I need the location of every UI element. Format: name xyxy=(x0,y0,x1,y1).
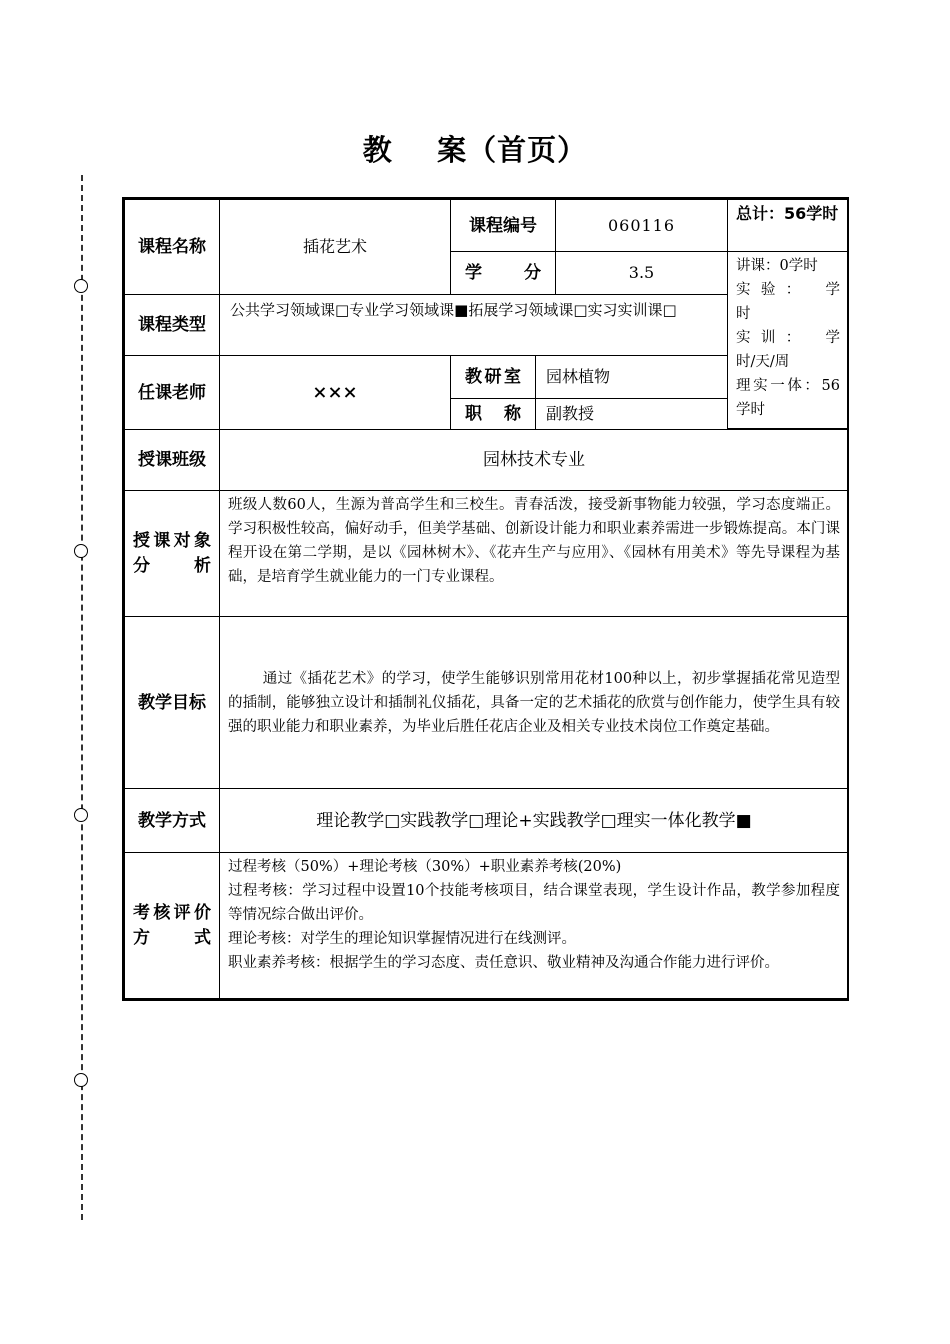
department-value: 园林植物 xyxy=(535,355,728,399)
job-title-value: 副教授 xyxy=(535,398,728,430)
teacher-value: ××× xyxy=(219,355,451,430)
method-label: 教学方式 xyxy=(124,788,220,853)
course-name-label: 课程名称 xyxy=(124,199,220,295)
integrated-hours-unit: 学时 xyxy=(736,402,765,418)
page-title: 教 案（首页） xyxy=(362,133,588,167)
course-code-label: 课程编号 xyxy=(450,199,556,252)
binding-hole-icon xyxy=(74,544,88,558)
course-type-value: 公共学习领域课□专业学习领域课■拓展学习领域课□实习实训课□ xyxy=(219,294,728,356)
assessment-summary: 过程考核（50%）+理论考核（30%）+职业素养考核(20%) xyxy=(228,859,622,875)
department-label: 教研室 xyxy=(450,355,536,399)
assessment-professional: 职业素养考核：根据学生的学习态度、责任意识、敬业精神及沟通合作能力进行评价。 xyxy=(228,955,779,971)
teacher-label: 任课老师 xyxy=(124,355,220,430)
binding-hole-icon xyxy=(74,279,88,293)
job-title-label: 职称 xyxy=(450,398,536,430)
credit-value: 3.5 xyxy=(555,251,728,295)
total-hours: 总计：56学时 xyxy=(727,199,849,252)
hours-breakdown xyxy=(727,251,849,429)
binding-hole-icon xyxy=(74,1073,88,1087)
assessment-label: 考核评价 方 式 xyxy=(124,852,220,999)
class-value: 园林技术专业 xyxy=(219,429,849,491)
lab-hours: 实验： 学 xyxy=(736,282,840,298)
teaching-method: 理论教学□实践教学□理论+实践教学□理实一体化教学■ xyxy=(219,788,849,853)
teaching-objective: 通过《插花艺术》的学习，使学生能够识别常用花材100种以上，初步掌握插花常见造型的插制，能够独立设计和插制礼仪插花，具备一定的艺术插花的欣赏与创作能力，使学生具有较强的职业能力和职业素养，为毕业后胜任花店企业及相关专业技术岗位工作奠定基础。 xyxy=(219,616,849,789)
course-code-value: 060116 xyxy=(555,199,728,252)
binding-margin-line xyxy=(81,175,83,1220)
binding-hole-icon xyxy=(74,808,88,822)
class-label: 授课班级 xyxy=(124,429,220,491)
lab-hours-unit: 时 xyxy=(736,306,751,322)
integrated-hours: 理实一体：56 xyxy=(736,378,840,394)
lesson-plan-table xyxy=(122,197,849,1001)
training-hours-unit: 时/天/周 xyxy=(736,354,790,370)
course-type-label: 课程类型 xyxy=(124,294,220,356)
course-name-value: 插花艺术 xyxy=(219,199,451,295)
assessment-method xyxy=(219,852,849,999)
audience-label: 授课对象 分 析 xyxy=(124,490,220,617)
lecture-hours: 讲课：0学时 xyxy=(736,258,818,274)
credit-label: 学 分 xyxy=(450,251,556,295)
training-hours: 实训： 学 xyxy=(736,330,840,346)
assessment-theory: 理论考核：对学生的理论知识掌握情况进行在线测评。 xyxy=(228,931,576,947)
audience-analysis: 班级人数60人，生源为普高学生和三校生。青春活泼，接受新事物能力较强，学习态度端正。学习积极性较高，偏好动手，但美学基础、创新设计能力和职业素养需进一步锻炼提高。本门课程开设在第二学期，是以《园林树木》、《花卉生产与应用》、《园林有用美术》等先导课程为基础，是培育学生就业能力的一门专业课程。 xyxy=(219,490,849,617)
objective-label: 教学目标 xyxy=(124,616,220,789)
assessment-process: 过程考核：学习过程中设置10个技能考核项目，结合课堂表现，学生设计作品，教学参加程度等情况综合做出评价。 xyxy=(228,883,840,923)
